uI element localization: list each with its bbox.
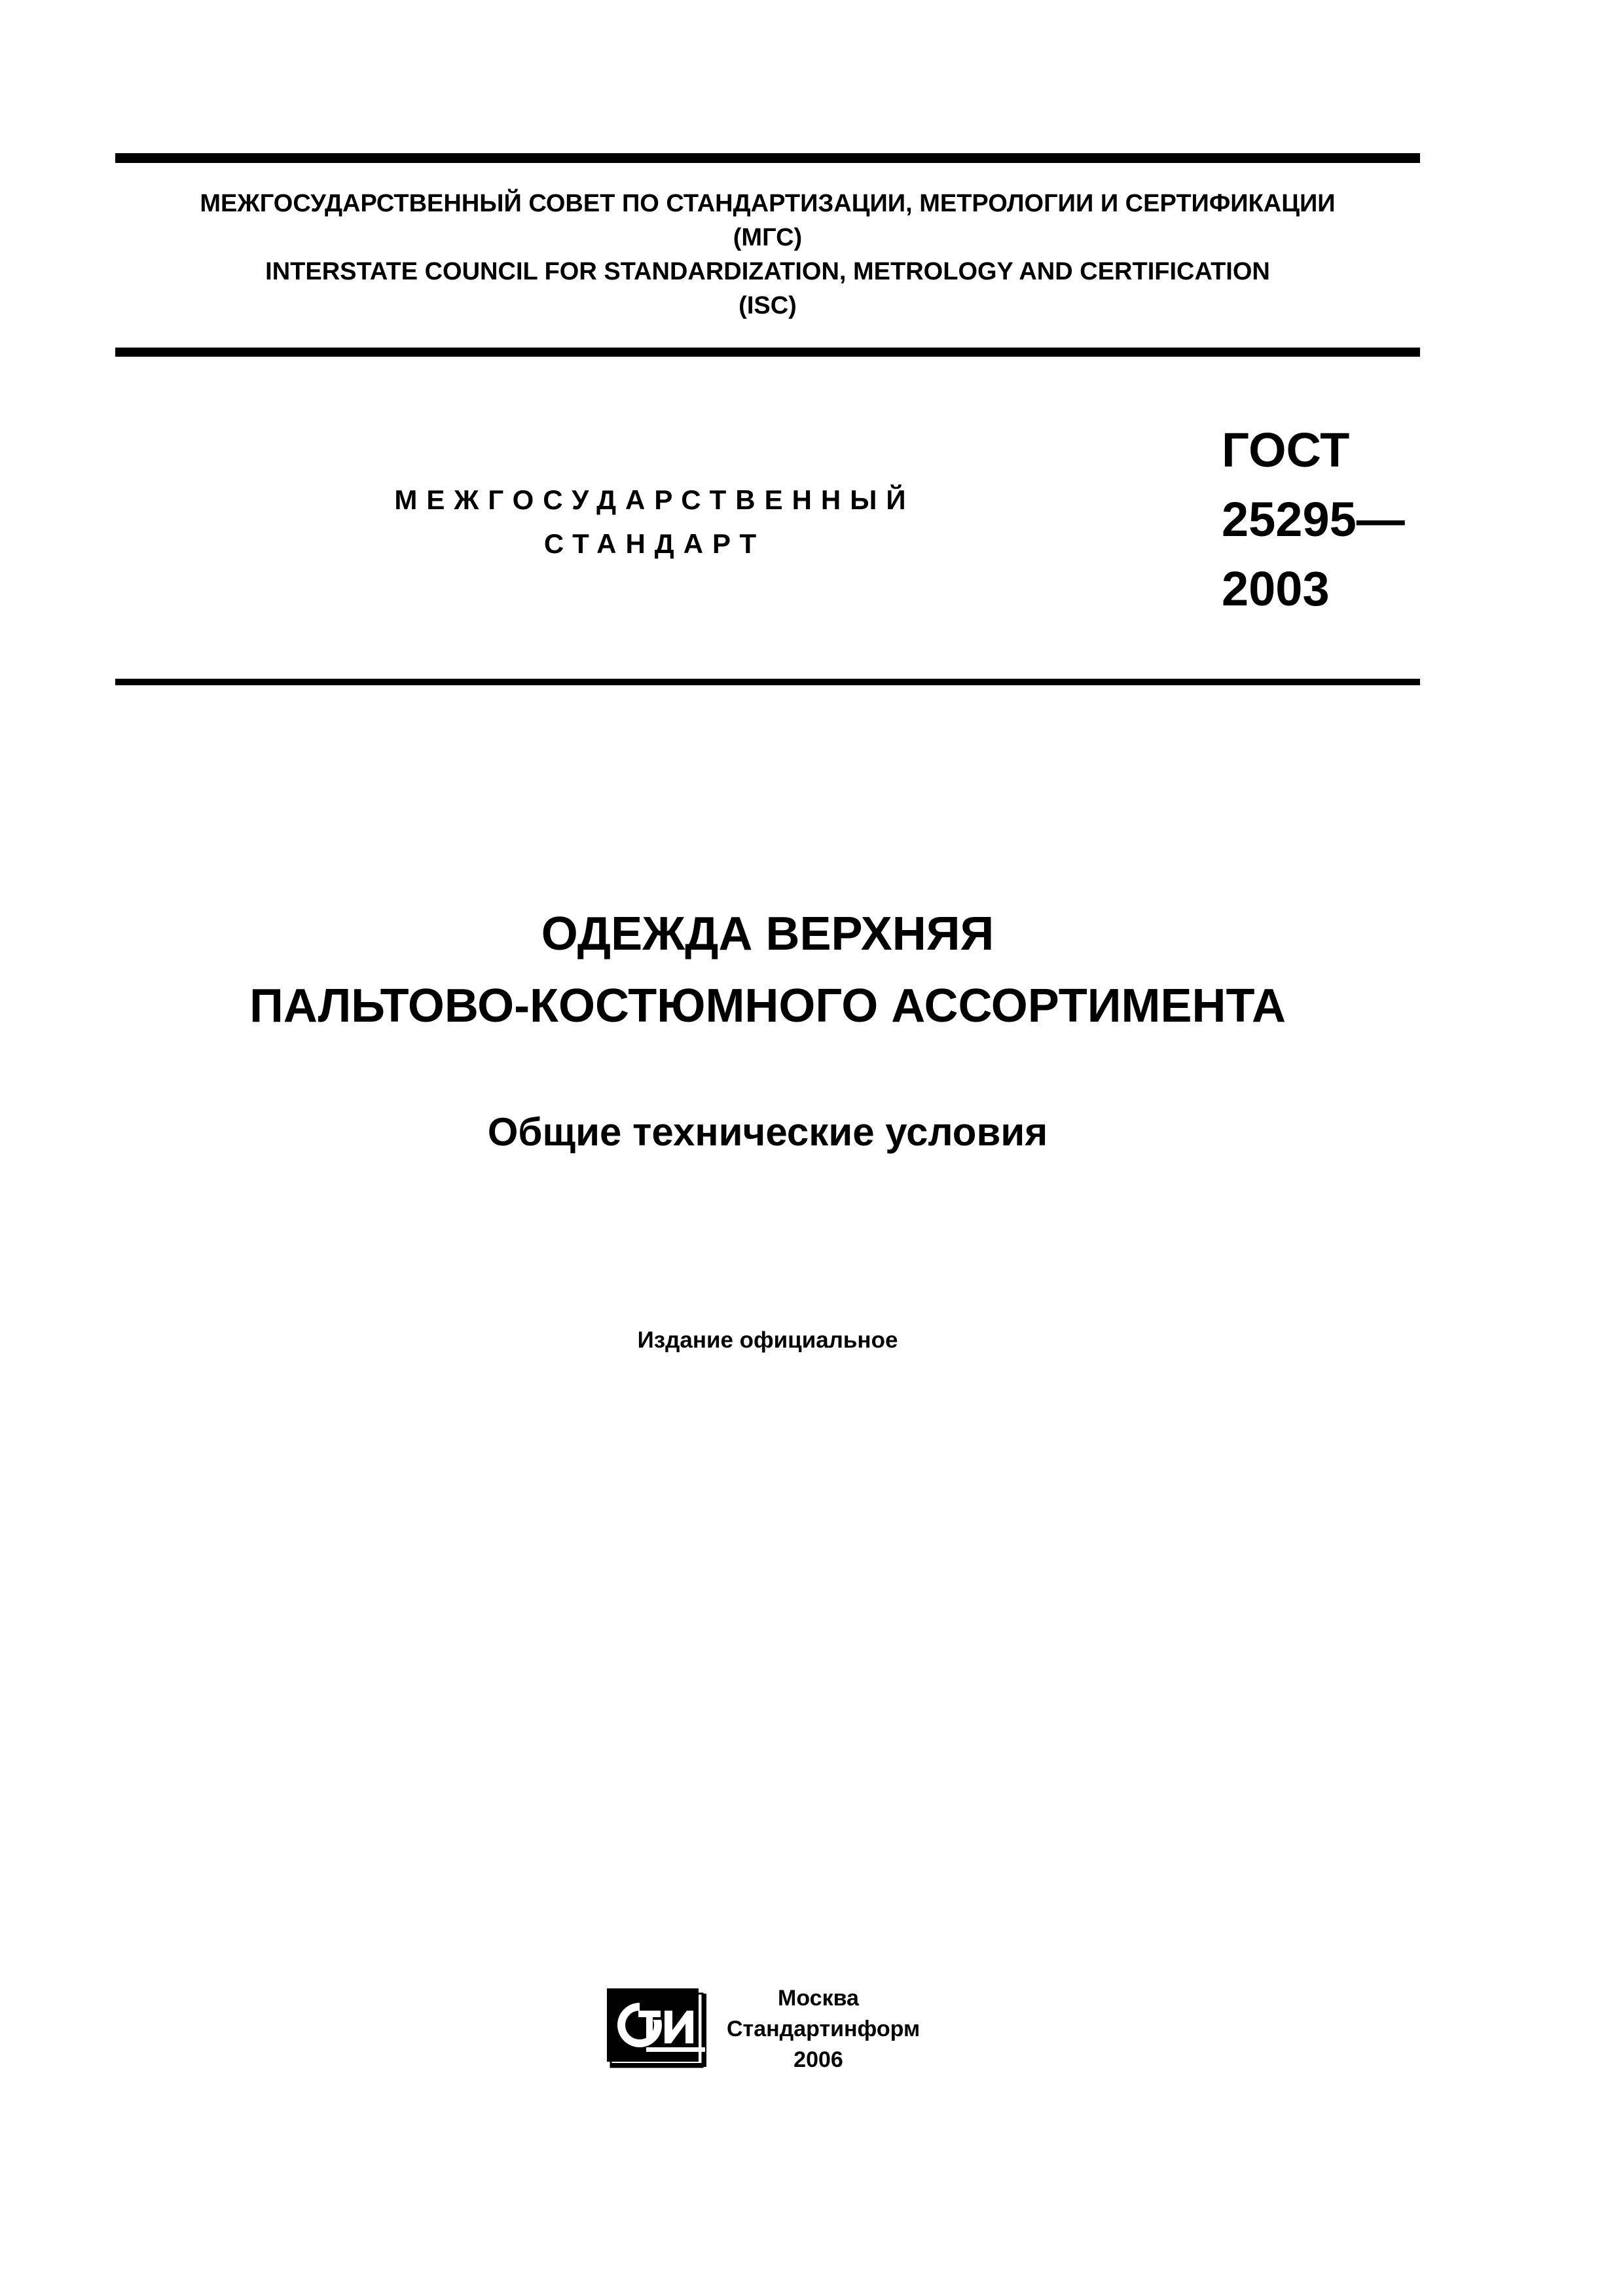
council-name-en: INTERSTATE COUNCIL FOR STANDARDIZATION, METROLOGY AND CERTIFICATION bbox=[265, 258, 1270, 285]
council-abbr-en: (ISC) bbox=[739, 292, 797, 319]
document-title-line1: ОДЕЖДА ВЕРХНЯЯ bbox=[541, 908, 994, 960]
council-name-ru: МЕЖГОСУДАРСТВЕННЫЙ СОВЕТ ПО СТАНДАРТИЗАЦИИ, МЕТРОЛОГИИ И СЕРТИФИКАЦИИ bbox=[200, 190, 1336, 217]
publication-year: 2006 bbox=[793, 2047, 843, 2072]
publisher-block bbox=[727, 1983, 921, 2075]
publisher-city: Москва bbox=[778, 1986, 859, 2011]
standard-designation-line2: 25295— bbox=[1222, 492, 1405, 547]
document-subtitle: Общие технические условия bbox=[487, 1110, 1048, 1154]
council-abbr-ru: (МГС) bbox=[733, 224, 803, 251]
standard-type-label bbox=[308, 478, 1002, 565]
document-title bbox=[115, 898, 1420, 1042]
publisher-name: Стандартинформ bbox=[727, 2017, 921, 2041]
standard-type-line2: СТАНДАРТ bbox=[543, 528, 766, 559]
standard-type-line1: МЕЖГОСУДАРСТВЕННЫЙ bbox=[394, 484, 915, 515]
standard-designation-line3: 2003 bbox=[1222, 562, 1330, 616]
edition-note: Издание официальное bbox=[637, 1327, 898, 1353]
header-divider bbox=[115, 348, 1420, 357]
council-header bbox=[115, 187, 1420, 323]
standartinform-logo-icon bbox=[607, 1984, 708, 2070]
document-title-line2: ПАЛЬТОВО-КОСТЮМНОГО АССОРТИМЕНТА bbox=[249, 980, 1286, 1032]
designation-divider bbox=[115, 679, 1420, 685]
standard-designation bbox=[1222, 416, 1405, 624]
standard-designation-line1: ГОСТ bbox=[1222, 423, 1350, 477]
top-rule bbox=[115, 153, 1420, 163]
